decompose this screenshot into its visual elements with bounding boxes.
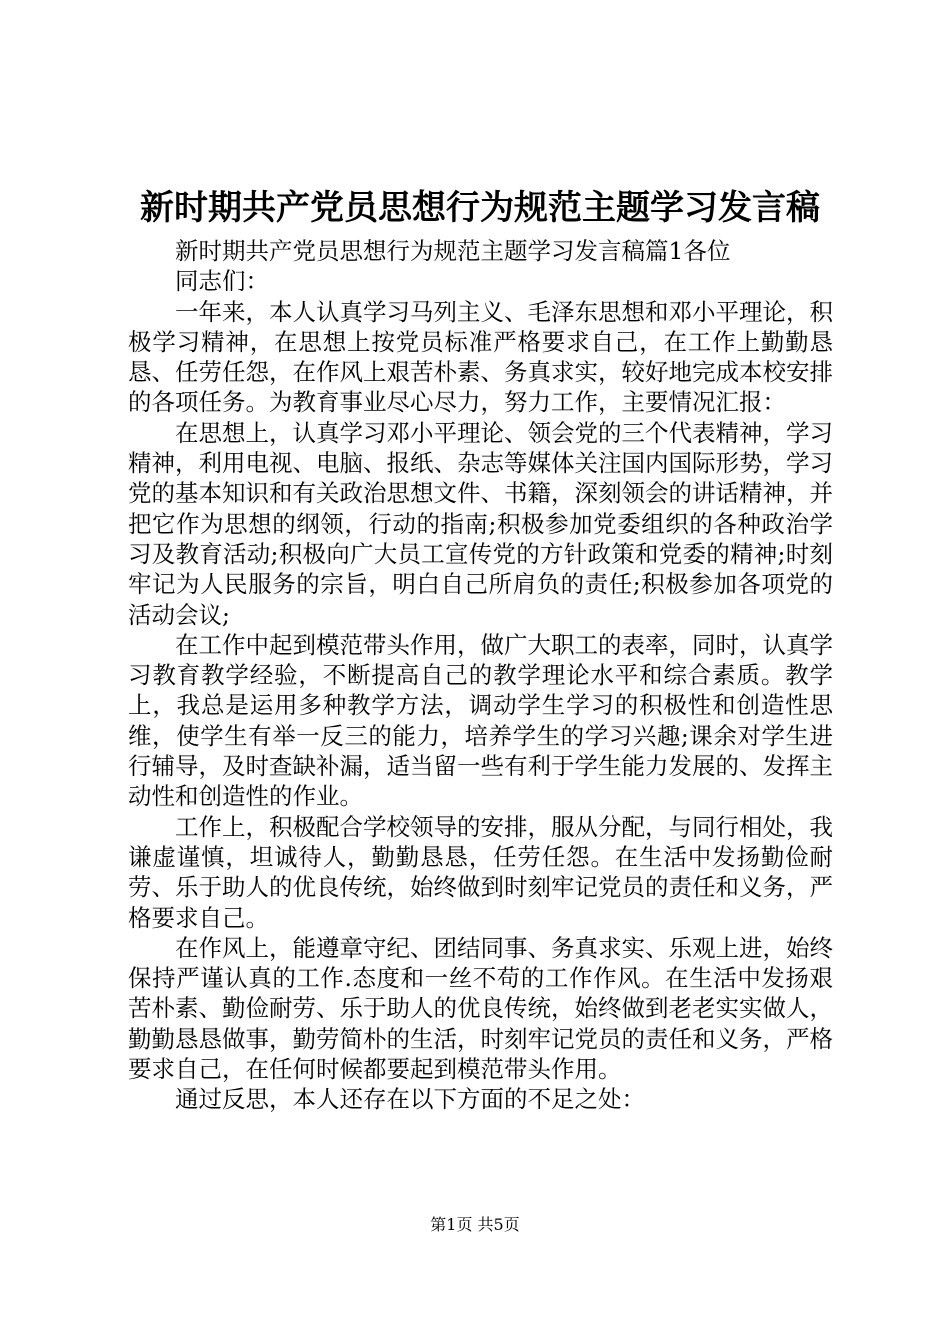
paragraph: 在思想上，认真学习邓小平理论、领会党的三个代表精神，学习精神，利用电视、电脑、报纸、杂志等媒体关注国内国际形势，学习党的基本知识和有关政治思想文件、书籍，深刻领会的讲话精神，并把它作为思想的纲领，行动的指南;积极参加党委组织的各种政治学习及教育活动;积极向广大员工宣传党的方针政策和党委的精神;时刻牢记为人民服务的宗旨，明白自己所肩负的责任;积极参加各项党的活动会议;: [128, 418, 833, 629]
paragraph: 在工作中起到模范带头作用，做广大职工的表率，同时，认真学习教育教学经验，不断提高自己的教学理论水平和综合素质。教学上，我总是运用多种教学方法，调动学生学习的积极性和创造性思维，使学生有举一反三的能力，培养学生的学习兴趣;课余对学生进行辅导，及时查缺补漏，适当留一些有利于学生能力发展的、发挥主动性和创造性的作业。: [128, 630, 833, 811]
page-title: 新时期共产党员思想行为规范主题学习发言稿: [140, 188, 820, 228]
document-body: [128, 236, 833, 1115]
paragraph: 一年来，本人认真学习马列主义、毛泽东思想和邓小平理论，积极学习精神，在思想上按党员标准严格要求自己，在工作上勤勤恳恳、任劳任怨，在作风上艰苦朴素、务真求实，较好地完成本校安排的各项任务。为教育事业尽心尽力，努力工作，主要情况汇报：: [128, 297, 833, 417]
page-footer: 第1页 共5页: [430, 1215, 520, 1234]
paragraph: 通过反思，本人还存在以下方面的不足之处：: [175, 1085, 645, 1114]
paragraph: 新时期共产党员思想行为规范主题学习发言稿篇1各位: [175, 237, 731, 265]
paragraph: 工作上，积极配合学校领导的安排，服从分配，与同行相处，我谦虚谨慎，坦诚待人，勤勤恳恳，任劳任怨。在生活中发扬勤俭耐劳、乐于助人的优良传统，始终做到时刻牢记党员的责任和义务，严格要求自己。: [128, 812, 833, 932]
paragraph: 在作风上，能遵章守纪、团结同事、务真求实、乐观上进，始终保持严谨认真的工作.态度和一丝不苟的工作作风。在生活中发扬艰苦朴素、勤俭耐劳、乐于助人的优良传统，始终做到老老实实做人，勤勤恳恳做事，勤劳简朴的生活，时刻牢记党员的责任和义务，严格要求自己，在任何时候都要起到模范带头作用。: [128, 933, 833, 1084]
paragraph: 同志们：: [175, 267, 269, 296]
